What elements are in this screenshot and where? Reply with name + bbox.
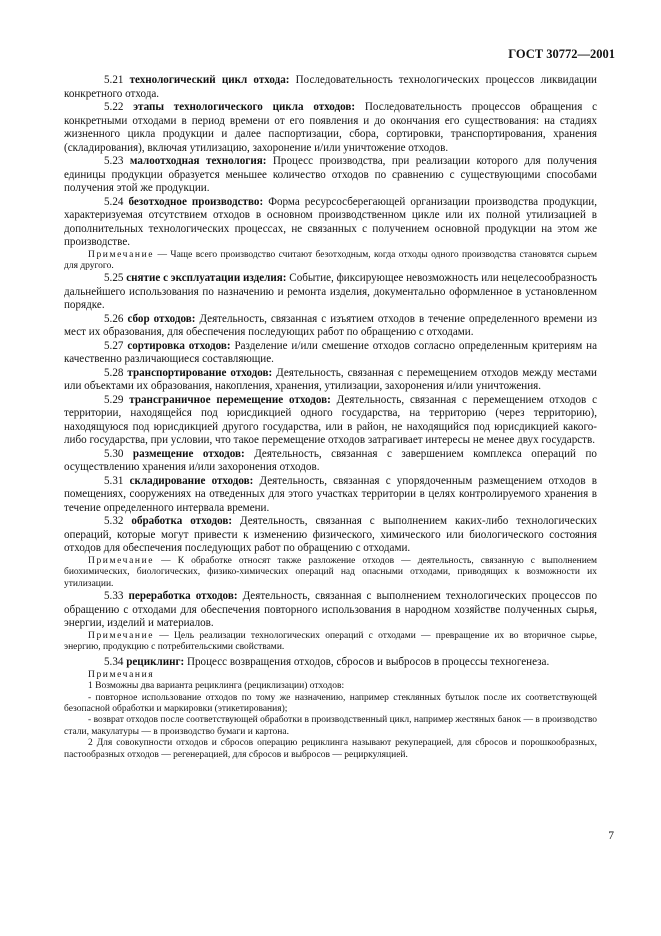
- definition-5-31: 5.31 складирование отходов: Деятельность, связанная с упорядоченным размещением отходов в помещениях, сооружениях на отведенных для этого участках территории в целях контролируемого хранения в течение определенного интервала времени.: [64, 474, 597, 514]
- definition-5-29: 5.29 трансграничное перемещение отходов: Деятельность, связанная с перемещением отходов с территории, находящейся под юрисдикцией одного государства, на территорию (через территорию), находящуюся под юрисдикцией другого государства, или в район, не находящийся под юрисдикцией какого-либо государства, при условии, что такое перемещение отходов затрагивает интересы не менее двух государств.: [64, 393, 597, 447]
- definition-5-28: 5.28 транспортирование отходов: Деятельность, связанная с перемещением отходов между местами или объектами их образования, накопления, хранения, утилизации, захоронения и/или уничтожения.: [64, 366, 597, 393]
- document-body: [64, 74, 597, 761]
- note-5-24: Примечание — Чаще всего производство считают безотходным, когда отходы одного производства становятся сырьем для другого.: [64, 249, 597, 271]
- definition-5-32: 5.32 обработка отходов: Деятельность, связанная с выполнением каких-либо технологических операций, которые могут привести к изменению физического, химического или биологического состояния отходов для обеспечения последующих работ по обращению с отходами.: [64, 515, 598, 555]
- definition-5-22: 5.22 этапы технологического цикла отходов: Последовательность процессов обращения с конкретными отходами в период времени от его появления и до окончания его существования: на стадиях жизненного цикла продукции и далее паспортизации, сбора, сортировки, транспортирования, хранения (складирования), включая утилизацию, захоронение и/или уничтожение отходов.: [64, 101, 597, 154]
- note-5-32: Примечание — К обработке относят также разложение отходов — деятельность, связанную с выполнением биохимических, биологических, физико-химических операций над опасными отходами, приводящих к возможности их утилизации.: [64, 555, 598, 589]
- definition-5-26: 5.26 сбор отходов: Деятельность, связанная с изъятием отходов в течение определенного времени из мест их образования, для обеспечения последующих работ по обращению с отходами.: [64, 312, 598, 339]
- note-item: 1 Возможны два варианта рециклинга (рециклизации) отходов:: [88, 681, 345, 692]
- page-number: 7: [608, 830, 614, 842]
- definition-5-25: 5.25 снятие с эксплуатации изделия: Событие, фиксирующее невозможность или нецелесообразность дальнейшего использования по назначению и ремонта изделия, документально оформленное в установленном порядке.: [64, 272, 598, 312]
- definition-5-30: 5.30 размещение отходов: Деятельность, связанная с завершением комплекса операций по осуществлению хранения и/или захоронения отходов.: [64, 447, 597, 474]
- note-5-33: Примечание — Цель реализации технологических операций с отходами — превращение их во вторичное сырье, энергию, продукцию с потребительскими свойствами.: [64, 630, 598, 652]
- definition-5-27: 5.27 сортировка отходов: Разделение и/или смешение отходов согласно определенным критериям на качественно различающиеся составляющие.: [64, 339, 597, 366]
- notes-heading: Примечания: [88, 669, 155, 680]
- note-item: - возврат отходов после соответствующей обработки в производственный цикл, например жестяных банок — в производство стали, макулатуры — в производство бумаги и картона.: [64, 715, 597, 737]
- note-item: - повторное использование отходов по тому же назначению, например стеклянных бутылок после их соответствующей безопасной обработки и маркировки (этикетирования);: [64, 692, 597, 715]
- note-item: 2 Для совокупности отходов и сбросов операцию рециклинга называют рекуперацией, для сбросов и порошкообразных, пастообразных отходов — регенерацией, для сбросов и выбросов — рециркуляцией.: [64, 738, 597, 760]
- definition-5-33: 5.33 переработка отходов: Деятельность, связанная с выполнением технологических процессов по обращению с отходами для обеспечения повторного использования в народном хозяйстве полученных сырья, энергии, изделий и материалов.: [64, 590, 597, 630]
- definition-5-24: 5.24 безотходное производство: Форма ресурсосберегающей организации производства продукции, характеризуемая отсутствием отходов в основном производственном цикле или их полной утилизацией в дополнительных технологических процессах, не связанных с получением основной продукции на этом же производстве.: [64, 195, 597, 248]
- definition-5-34: 5.34 рециклинг: Процесс возвращения отходов, сбросов и выбросов в процессы техногенеза.: [104, 656, 550, 669]
- definition-5-23: 5.23 малоотходная технология: Процесс производства, при реализации которого для получения единицы продукции образуется меньшее количество отходов по сравнению с существующими способами получения этой же продукции.: [64, 155, 598, 194]
- definition-5-21: 5.21 технологический цикл отхода: Последовательность технологических процессов ликвидации конкретного отхода.: [64, 74, 597, 100]
- document-code: ГОСТ 30772—2001: [508, 47, 615, 61]
